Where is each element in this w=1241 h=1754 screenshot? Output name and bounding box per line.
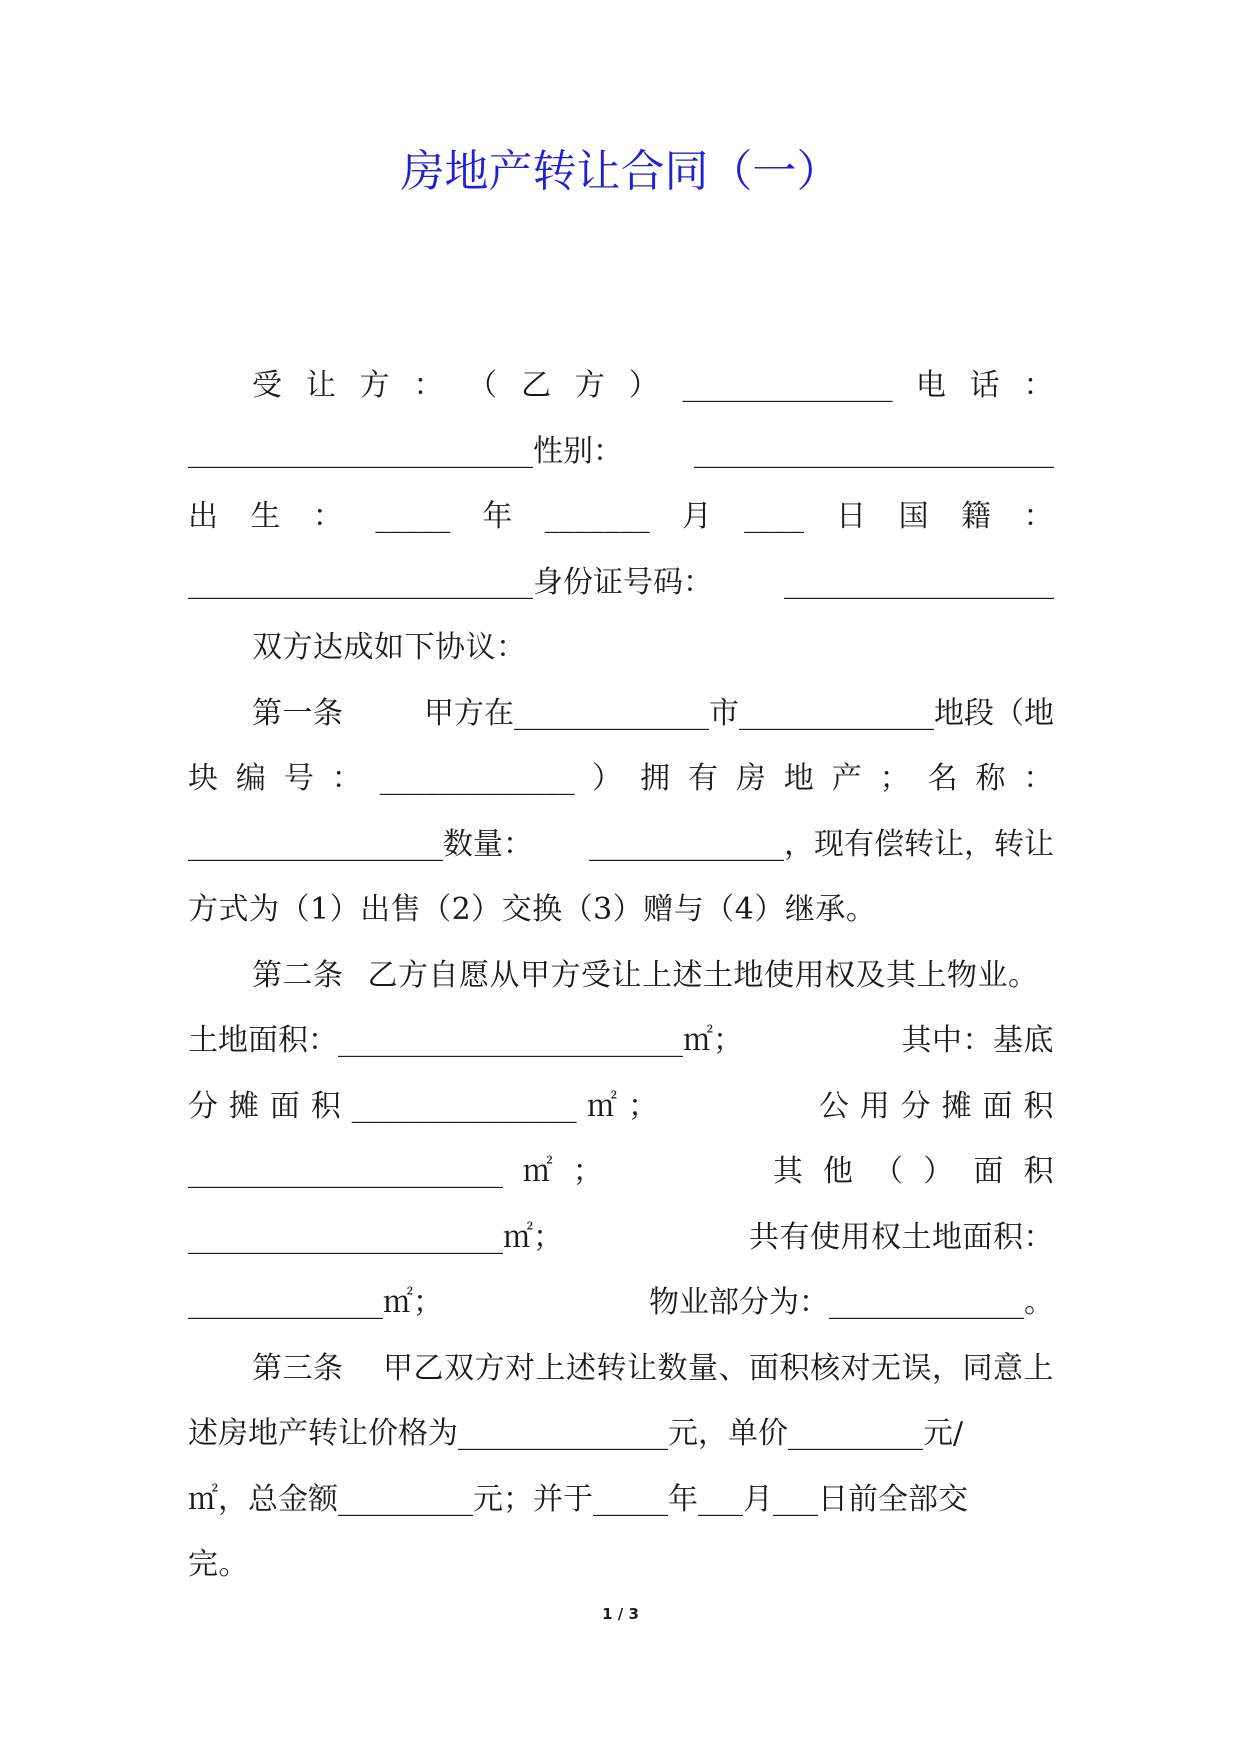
birth-line — [188, 484, 1054, 550]
text-token: 月 — [681, 499, 713, 534]
text-token: （ — [873, 1154, 904, 1189]
text-token: ： — [1023, 761, 1054, 796]
text-token: 乙方自愿从甲方受让上述土地使用权及其上物业。 — [367, 957, 1039, 993]
text-token: 电 — [915, 368, 947, 403]
text-token: 乙 — [521, 368, 552, 403]
text-token: 号 — [283, 761, 315, 796]
text-token: 土地面积：_______________________㎡； — [188, 1023, 743, 1058]
article-2-line-2 — [188, 1008, 1054, 1074]
text-token: 积 — [310, 1088, 342, 1124]
article-3-line-2: 述房地产转让价格为______________元，单价_________元/ — [188, 1416, 964, 1451]
text-token: ： — [1023, 368, 1054, 403]
text-token: ） — [628, 368, 660, 403]
article-2-line-5 — [188, 1205, 1054, 1271]
text-token: 话 — [969, 368, 1001, 403]
article-2-line-1 — [188, 943, 1054, 1009]
text-token: 出 — [188, 499, 219, 534]
text-token: ； — [879, 761, 911, 796]
text-token: （ — [467, 368, 498, 403]
blank-field: ______________ — [682, 368, 893, 403]
text-token: 日 — [836, 499, 867, 534]
text-token: ） — [923, 1154, 954, 1189]
text-token: _____________，现有偿转让，转让 — [589, 826, 1054, 862]
text-token: 公 — [818, 1088, 850, 1124]
text-token: ㎡ — [522, 1154, 554, 1189]
text-token: 受 — [252, 368, 283, 403]
article-3-line-4: 完。 — [188, 1547, 249, 1582]
text-token: 方 — [574, 368, 606, 403]
text-token: 他 — [823, 1154, 854, 1189]
text-token: 甲乙双方对上述转让数量、面积核对无误，同意上 — [383, 1350, 1054, 1386]
text-token: 让 — [305, 368, 337, 403]
id-number-line — [188, 550, 1054, 616]
text-token: 摊 — [228, 1088, 260, 1124]
article-1-line-3 — [188, 812, 1054, 878]
article-label: 第一条 — [252, 695, 344, 731]
text-token: 有 — [687, 761, 719, 796]
text-token: 年 — [482, 499, 513, 534]
text-token: 共有使用权土地面积： — [749, 1219, 1054, 1255]
blank-field: _____ — [375, 499, 451, 534]
text-token: ： — [1023, 499, 1054, 534]
text-token: _______________________性别： — [188, 433, 623, 469]
text-token: 籍 — [961, 499, 992, 534]
text-token: 面 — [973, 1154, 1004, 1189]
text-token: 分 — [188, 1088, 219, 1124]
blank-field: __________________ — [784, 564, 1054, 600]
blank-field: _______ — [544, 499, 650, 534]
text-token: 甲方在_____________市_____________地段（地 — [424, 695, 1054, 731]
gender-line — [188, 419, 1054, 485]
text-token: 房 — [735, 761, 767, 796]
article-label: 第二条 — [252, 957, 344, 993]
text-token: 用 — [859, 1088, 891, 1124]
text-token: _____________________㎡； — [188, 1219, 563, 1255]
blank-field: _____________ — [379, 761, 575, 796]
text-token: 积 — [1023, 1088, 1054, 1124]
page-number: 1 / 3 — [602, 1605, 639, 1623]
text-token: _____________㎡； — [188, 1285, 443, 1320]
text-token: ： — [312, 499, 344, 534]
blank-field: ________________________ — [694, 433, 1054, 469]
article-2-line-4 — [188, 1139, 1054, 1205]
text-token: ） — [592, 761, 623, 796]
document-title: 房地产转让合同（一） — [400, 146, 841, 197]
text-token: ㎡ — [587, 1088, 618, 1124]
text-token: ； — [572, 1154, 604, 1189]
agreement-intro: 双方达成如下协议： — [252, 630, 527, 665]
article-label: 第三条 — [252, 1350, 344, 1386]
blank-field: _____________________ — [188, 1154, 503, 1189]
article-1-line-4: 方式为（1）出售（2）交换（3）赠与（4）继承。 — [188, 892, 877, 927]
article-3-line-1 — [188, 1336, 1054, 1402]
blank-field: ____ — [744, 499, 805, 534]
text-token: 面 — [982, 1088, 1013, 1124]
text-token: 称 — [975, 761, 1006, 796]
text-token: 面 — [269, 1088, 301, 1124]
blank-field: _______________ — [351, 1088, 577, 1124]
text-token: 方 — [359, 368, 391, 403]
assignee-line — [188, 353, 1054, 419]
text-token: 其中：基底 — [901, 1023, 1054, 1058]
text-token: 物业部分为：_____________。 — [649, 1285, 1054, 1320]
text-token: 积 — [1023, 1154, 1054, 1189]
text-token: 地 — [783, 761, 815, 796]
document-body — [188, 353, 1054, 1598]
text-token: 分 — [900, 1088, 932, 1124]
article-2-line-3 — [188, 1074, 1054, 1140]
article-1-line-2 — [188, 746, 1054, 812]
text-token: 产 — [831, 761, 863, 796]
article-1-line-1 — [188, 681, 1054, 747]
text-token: 名 — [927, 761, 959, 796]
text-token: 块 — [188, 761, 219, 796]
text-token: 拥 — [640, 761, 671, 796]
text-token: ； — [627, 1088, 659, 1124]
text-token: ： — [331, 761, 363, 796]
article-3-line-3: ㎡，总金额_________元；并于_____年___月___日前全部交 — [188, 1481, 968, 1517]
text-token: 其 — [772, 1154, 804, 1189]
text-token: 国 — [898, 499, 930, 534]
text-token: 生 — [250, 499, 281, 534]
article-2-line-6 — [188, 1270, 1054, 1336]
text-token: ： — [413, 368, 444, 403]
text-token: 摊 — [941, 1088, 973, 1124]
text-token: _________________数量： — [188, 826, 533, 862]
text-token: 编 — [235, 761, 267, 796]
text-token: _______________________身份证号码： — [188, 564, 713, 600]
